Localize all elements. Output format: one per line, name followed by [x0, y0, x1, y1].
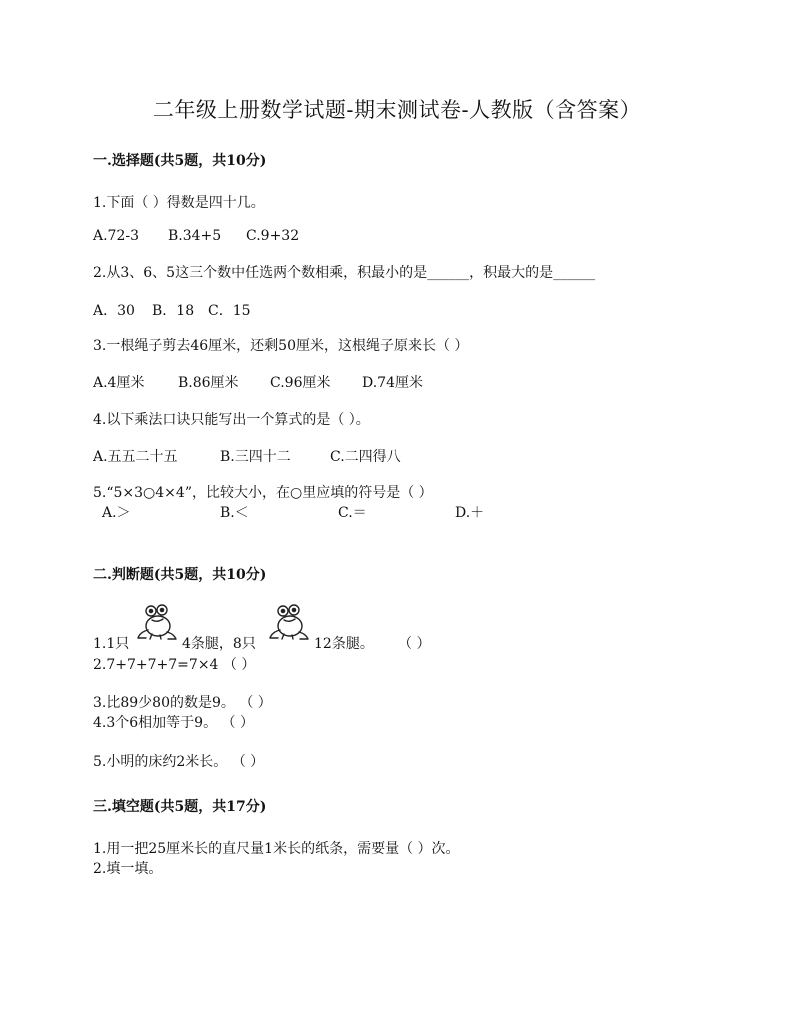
option-d: D.74厘米: [362, 375, 423, 391]
option-c: C.二四得八: [330, 449, 401, 465]
frog-icon: [266, 602, 310, 642]
option-a: A.＞: [102, 505, 131, 521]
option-c: C.9+32: [246, 228, 300, 244]
page-title: 二年级上册数学试题-期末测试卷-人教版（含答案）: [152, 98, 642, 122]
question-3-2: 2.填一填。: [93, 861, 163, 877]
question-2-1-part1: 1.1只: [93, 636, 130, 652]
option-c: C.96厘米: [270, 375, 331, 391]
option-b: B．18: [152, 303, 195, 319]
option-b: B.＜: [220, 505, 249, 521]
option-a: A.72-3: [93, 228, 140, 244]
question-2-4: 4.3个6相加等于9。 （ ）: [93, 715, 254, 731]
question-2-2: 2.7+7+7+7=7×4 （ ）: [93, 657, 256, 673]
option-c: C.＝: [338, 505, 367, 521]
question-1-5: 5.“5×3○4×4”，比较大小，在○里应填的符号是（ ）: [93, 485, 433, 501]
frog-icon: [134, 602, 178, 642]
option-b: B.三四十二: [220, 449, 291, 465]
option-d: D.＋: [455, 505, 485, 521]
question-1-3: 3.一根绳子剪去46厘米，还剩50厘米，这根绳子原来长（ ）: [93, 338, 469, 354]
question-3-1: 1.用一把25厘米长的直尺量1米长的纸条，需要量（ ）次。: [93, 841, 460, 857]
section-heading-choice: 一.选择题(共5题，共10分): [93, 153, 267, 169]
option-b: B.34+5: [168, 228, 222, 244]
option-c: C．15: [208, 303, 251, 319]
option-a: A.五五二十五: [93, 449, 178, 465]
question-1-1: 1.下面（ ）得数是四十几。: [93, 195, 265, 211]
question-1-2: 2.从3、6、5这三个数中任选两个数相乘，积最小的是______，积最大的是______: [93, 265, 596, 281]
option-a: A．30: [93, 303, 135, 319]
question-2-3: 3.比89少80的数是9。 （ ）: [93, 695, 272, 711]
question-1-4: 4.以下乘法口诀只能写出一个算式的是（ ）。: [93, 412, 370, 428]
option-a: A.4厘米: [93, 375, 145, 391]
section-heading-fill: 三.填空题(共5题，共17分): [93, 799, 267, 815]
question-2-1-part3: 12条腿。: [314, 636, 374, 652]
question-2-5: 5.小明的床约2米长。 （ ）: [93, 754, 265, 770]
option-b: B.86厘米: [178, 375, 239, 391]
question-2-1-part2: 4条腿，8只: [182, 636, 256, 652]
answer-bracket: （ ）: [398, 636, 431, 652]
section-heading-judge: 二.判断题(共5题，共10分): [93, 567, 267, 583]
